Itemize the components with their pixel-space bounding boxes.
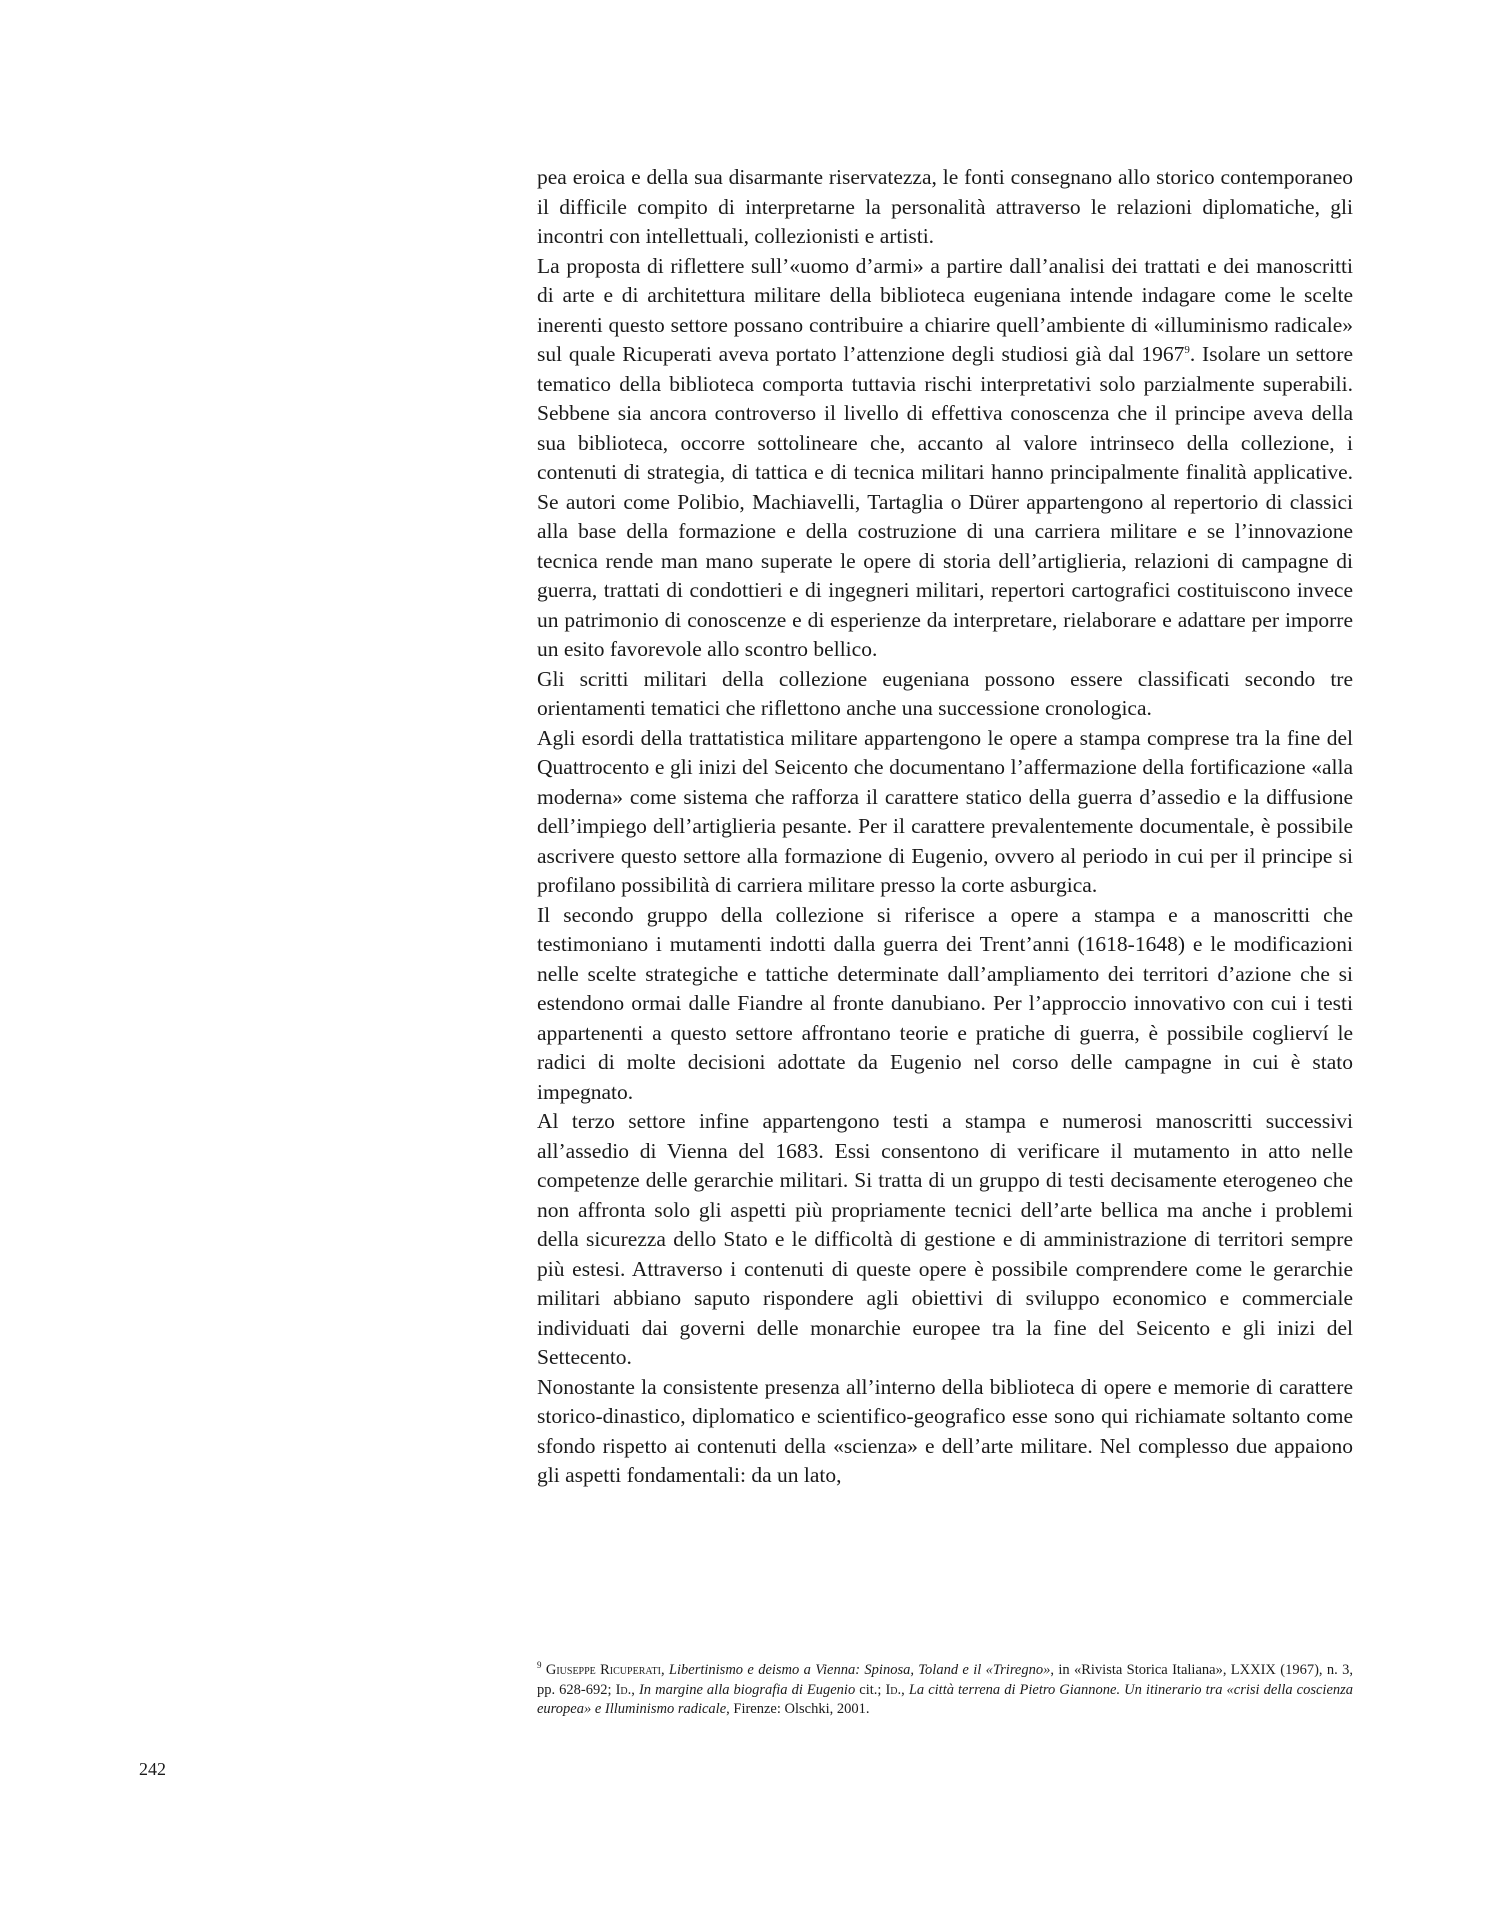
footnote-sep-1: ,: [660, 1662, 669, 1678]
footnote-text-3: , Firenze: Olschki, 2001.: [726, 1701, 870, 1717]
footnote-author-1: Giuseppe Ricuperati: [545, 1662, 661, 1678]
paragraph-2: [537, 252, 1353, 665]
footnote-author-2: Id.: [615, 1681, 632, 1698]
paragraph-2-part-2: . Isolare un settore tematico della biblioteca comporta tuttavia rischi interpretativi solo parzialmente superabili. Sebbene sia ancora controverso il livello di effettiva conoscenza che il principe aveva della sua biblioteca, occorre sottolineare che, accanto al valore intrinseco della collezione, i contenuti di strategia, di tattica e di tecnica militari hanno principalmente finalità applicative. Se autori come Polibio, Machiavelli, Tartaglia o Dürer appartengono al repertorio di classici alla base della formazione e della costruzione di una carriera militare e se l’innovazione tecnica rende man mano superate le opere di storia dell’artiglieria, relazioni di campagne di guerra, trattati di condottieri e di ingegneri militari, repertori cartografici costituiscono invece un patrimonio di conoscenze e di esperienze da interpretare, rielaborare e adattare per imporre un esito favorevole allo scontro bellico.: [537, 342, 1354, 661]
footnote-text-1: , in «Rivista Storica Italiana», LXXIX (1967), n. 3, pp. 628-692;: [537, 1662, 1353, 1698]
footnote-title-3: La città terrena di Pietro Giannone. Un itinerario tra «crisi della coscienza europea» e Illuminismo radicale: [537, 1681, 1354, 1717]
footnote-reference: 9: [1184, 343, 1190, 356]
paragraph-6: Al terzo settore infine appartengono testi a stampa e numerosi manoscritti successivi all’assedio di Vienna del 1683. Essi consentono di verificare il mutamento in atto nelle competenze delle gerarchie militari. Si tratta di un gruppo di testi decisamente eterogeneo che non affronta solo gli aspetti più propriamente tecnici dell’arte bellica ma anche i problemi della sicurezza dello Stato e le difficoltà di gestione e di amministrazione di territori sempre più estesi. Attraverso i contenuti di queste opere è possibile comprendere come le gerarchie militari abbiano saputo rispondere agli obiettivi di sviluppo economico e commerciale individuati dai governi delle monarchie europee tra la fine del Seicento e gli inizi del Settecento.: [537, 1109, 1353, 1369]
page-number: 242: [139, 1759, 166, 1779]
footnote-sep-3: ,: [901, 1681, 909, 1698]
paragraph-5: Il secondo gruppo della collezione si riferisce a opere a stampa e a manoscritti che testimoniano i mutamenti indotti dalla guerra dei Trent’anni (1618-1648) e le modificazioni nelle scelte strategiche e tattiche determinate dall’ampliamento dei territori d’azione che si estendono ormai dalle Fiandre al fronte danubiano. Per l’approccio innovativo con cui i testi appartenenti a questo settore affrontano teorie e pratiche di guerra, è possibile coglierví le radici di molte decisioni adottate da Eugenio nel corso delle campagne in cui è stato impegnato.: [537, 902, 1353, 1104]
paragraph-7: Nonostante la consistente presenza all’interno della biblioteca di opere e memorie di carattere storico-dinastico, diplomatico e scientifico-geografico esse sono qui richiamate soltanto come sfondo rispetto ai contenuti della «scienza» e dell’arte militare. Nel complesso due appaiono gli aspetti fondamentali: da un lato,: [537, 1374, 1353, 1487]
paragraph-4: Agli esordi della trattatistica militare appartengono le opere a stampa comprese tra la fine del Quattrocento e gli inizi del Seicento che documentano l’affermazione della fortificazione «alla moderna» come sistema che rafforza il carattere statico della guerra d’assedio e la diffusione dell’impiego dell’artiglieria pesante. Per il carattere prevalentemente documentale, è possibile ascrivere questo settore alla formazione di Eugenio, ovvero al periodo in cui per il principe si profilano possibilità di carriera militare presso la corte asburgica.: [537, 725, 1353, 897]
footnote-title-2: In margine alla biografia di Eugenio: [638, 1681, 856, 1698]
footnote-text-2: cit.;: [855, 1681, 886, 1698]
footnote-author-3: Id.: [885, 1681, 902, 1698]
footnote: [537, 1661, 1353, 1720]
footnote-title-1: Libertinismo e deismo a Vienna: Spinosa, Toland e il «Triregno»: [668, 1662, 1051, 1678]
footnote-mark: 9: [537, 1660, 542, 1671]
paragraph-3: Gli scritti militari della collezione eugeniana possono essere classificati secondo tre orientamenti tematici che riflettono anche una successione cronologica.: [537, 666, 1353, 720]
paragraph-2-part-1: La proposta di riflettere sull’«uomo d’armi» a partire dall’analisi dei trattati e dei manoscritti di arte e di architettura militare della biblioteca eugeniana intende indagare come le scelte inerenti questo settore possano contribuire a chiarire quell’ambiente di «illuminismo radicale» sul quale Ricuperati aveva portato l’attenzione degli studiosi già dal 1967: [537, 253, 1353, 366]
paragraph-1: pea eroica e della sua disarmante riservatezza, le fonti consegnano allo storico contemporaneo il difficile compito di interpretarne la personalità attraverso le relazioni diplomatiche, gli incontri con intellettuali, collezionisti e artisti.: [537, 165, 1353, 248]
main-text: [537, 163, 1353, 1491]
footnote-sep-2: ,: [631, 1681, 639, 1698]
